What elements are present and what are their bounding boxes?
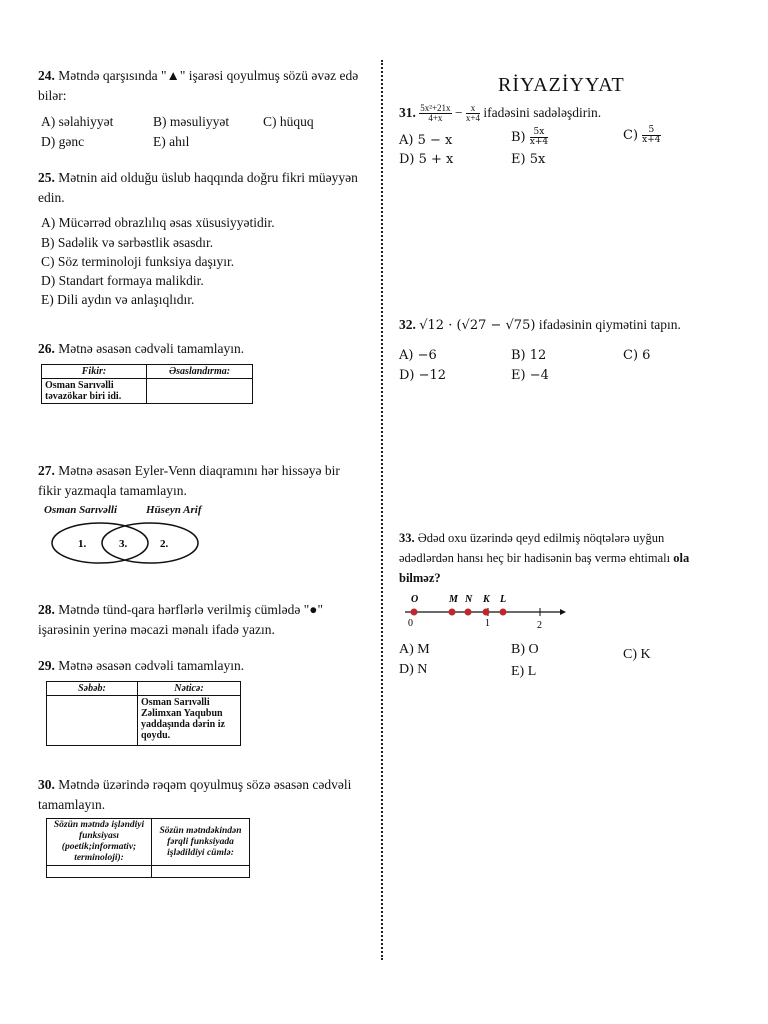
question-30 [38,775,378,815]
option-e[interactable]: E) ahıl [153,134,190,149]
tick-label-0: 0 [408,618,413,629]
math-expression: √12 · (√27 − √75) [419,318,536,333]
table-cell: Osman Sarıvəlli təvazökar biri idi. [42,379,147,404]
option-d[interactable]: D) N [399,662,428,677]
question-number: 30. [38,777,55,792]
option-d[interactable]: D) 5 + x [399,152,454,167]
option-a[interactable]: A) M [399,642,430,657]
option-a[interactable]: A) səlahiyyət [41,114,114,129]
question-28 [38,600,378,640]
fraction-1: $\frac{\text{5x²+21x}}{4+x}$ [420,103,451,124]
question-24 [38,66,368,106]
question-text: Ədəd oxu üzərində qeyd edilmiş nöqtələrə uyğun [417,531,665,545]
table-header: Fikir: [42,365,147,379]
option-e[interactable]: E) −4 [511,368,549,383]
option-e[interactable]: E) Dili aydın və anlaşıqlıdır. [41,292,195,307]
question-number: 26. [38,341,55,356]
question-text: Mətnə əsasən cədvəli tamamlayın. [58,658,245,673]
answer-table-29 [46,681,241,746]
question-text-cont: ədədlərdən hansı heç bir hadisənin baş vermə ehtimalı [399,551,671,565]
option-b[interactable]: B) Sadəlik və sərbəstlik əsasdır. [41,235,214,250]
table-header: Sözün mətndəkindən fərqli funksiyada işlədildiyi cümlə: [152,819,250,866]
fraction-2: $\frac{x}{x+4}$ [465,103,480,124]
table-cell: Osman Sarıvəlli Zəlimxan Yaqubun yaddaşında dərin iz qoydu. [138,696,241,746]
venn-part-2[interactable]: 2. [160,538,169,550]
option-c[interactable]: C) hüquq [263,114,314,129]
option-b[interactable]: B) O [511,642,539,657]
question-text: Mətnin aid olduğu üslub haqqında doğru fikri müəyyən [58,170,358,185]
option-d[interactable]: D) −12 [399,368,447,383]
question-32 [399,315,681,336]
question-27 [38,461,378,501]
option-b[interactable]: B) 12 [511,348,547,363]
question-29 [38,656,244,676]
option-c[interactable]: C) Söz terminoloji funksiya daşıyır. [41,254,235,269]
question-text-cont: fikir yazmaqla tamamlayın. [38,483,187,498]
question-text: Mətndə tünd-qara hərflərlə verilmiş cümlədə "●" [58,602,323,617]
option-d[interactable]: D) gənc [41,134,85,149]
option-c[interactable]: C) K [623,647,651,662]
venn-part-1[interactable]: 1. [78,538,87,550]
number-line [400,590,570,630]
question-text: Mətnə əsasən cədvəli tamamlayın. [58,341,245,356]
question-text: ifadəsini sadələşdirin. [483,105,602,120]
option-c[interactable]: C) 6 [623,348,651,363]
tick-label-1: 1 [485,618,490,629]
venn-diagram [50,520,200,566]
table-header: Sözün mətndə işləndiyi funksiyası (poetik;informativ; terminoloji): [47,819,152,866]
question-31: 31. $\frac{\text{5x²+21x}}{4+x}$ − $\frac{x}{x+4}$ ifadəsini sadələşdirin. [399,103,602,124]
question-text: ifadəsinin qiymətini tapın. [538,317,681,332]
option-c[interactable]: C) $\frac{5}{x+4}$ [623,125,661,145]
point-K [483,609,490,616]
question-text-cont: işarəsinin yerinə məcazi mənalı ifadə yazın. [38,622,275,637]
point-label-K: K [483,594,490,605]
option-a[interactable]: A) 5 − x [399,133,453,148]
question-number: 28. [38,602,55,617]
question-text: Mətndə qarşısında "▲" işarəsi qoyulmuş sözü əvəz edə [58,68,359,83]
table-header: Səbəb: [47,682,138,696]
venn-circle-left [52,523,148,563]
option-d[interactable]: D) Standart formaya malikdir. [41,273,204,288]
venn-circle-right [102,523,198,563]
point-O [411,609,418,616]
question-number: 31. [399,105,416,120]
question-number: 25. [38,170,55,185]
table-header: Nəticə: [138,682,241,696]
question-25 [38,168,378,208]
answer-cell[interactable] [47,866,152,878]
option-b[interactable]: B) $\frac{5x}{x+4}$ [511,127,549,147]
question-text-cont: tamamlayın. [38,797,106,812]
answer-cell[interactable] [147,379,253,404]
question-number: 24. [38,68,55,83]
question-33: 33. Ədəd oxu üzərində qeyd edilmiş nöqtələrə uyğun ədədlərdən hansı heç bir hadisənin baş vermə ehtimalı ola bilməz? [399,531,690,585]
answer-cell[interactable] [152,866,250,878]
option-e[interactable]: E) L [511,664,537,679]
tick-label-2: 2 [537,620,542,630]
question-number: 29. [38,658,55,673]
answer-cell[interactable] [47,696,138,746]
question-number: 32. [399,317,416,332]
question-number: 33. [399,531,415,545]
point-L [500,609,507,616]
question-number: 27. [38,463,55,478]
option-b[interactable]: B) məsuliyyət [153,114,230,129]
venn-part-3[interactable]: 3. [119,538,128,550]
option-a[interactable]: A) −6 [399,348,437,363]
point-label-O: O [411,594,419,605]
point-label-L: L [500,594,507,605]
point-N [465,609,472,616]
table-header: Əsaslandırma: [147,365,253,379]
venn-label-right: Hüseyn Arif [146,504,202,516]
point-label-N: N [465,594,473,605]
column-divider [381,60,383,960]
question-text-cont: bilər: [38,88,67,103]
point-M [449,609,456,616]
subject-title: RİYAZİYYAT [498,74,625,96]
option-a[interactable]: A) Mücərrəd obrazlılıq əsas xüsusiyyətidir. [41,215,275,230]
arrow-icon [560,609,566,615]
venn-label-left: Osman Sarıvəlli [44,504,118,516]
question-26 [38,339,244,359]
question-text-cont: edin. [38,190,65,205]
question-text-end: bilməz? [399,571,441,585]
answer-table-26 [41,364,253,404]
question-text: Mətnə əsasən Eyler-Venn diaqramını hər hissəyə bir [58,463,340,478]
answer-table-30 [46,818,250,878]
point-label-M: M [449,594,458,605]
option-e[interactable]: E) 5x [511,152,546,167]
question-text: Mətndə üzərində rəqəm qoyulmuş sözə əsasən cədvəli [58,777,352,792]
